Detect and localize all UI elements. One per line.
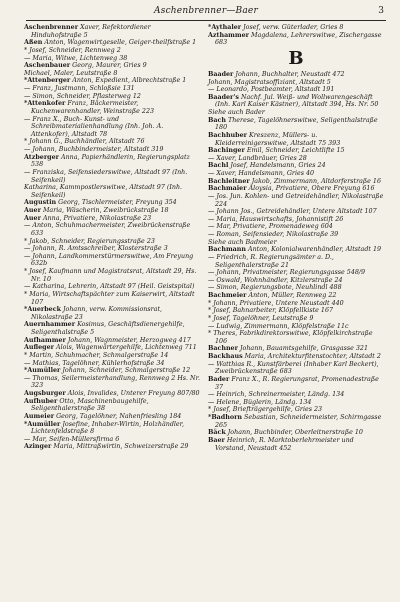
entry-details: * Martin, Schuhmacher, Schmalgerstraße 14 bbox=[24, 351, 169, 359]
header-rule bbox=[26, 20, 386, 21]
directory-entry bbox=[24, 199, 200, 207]
entry-details: * Josef, Kaufmann und Magistratsrat, Altstadt 29, Hs. Nr. 10 bbox=[24, 268, 197, 283]
entry-surname: Bachl bbox=[208, 162, 229, 170]
entry-details: — Leonardo, Postbeamter, Altstadt 191 bbox=[208, 86, 335, 94]
entry-details: — Johann, R. Amtsschreiber, Klosterstraße 3 bbox=[24, 245, 168, 253]
entry-surname: Aschenbrenner bbox=[24, 24, 79, 31]
entry-details: Georg, Maurer, Gries 9 bbox=[70, 62, 147, 70]
entry-details: Kreszenz, Müllers- u. Kleiderreinigerswitwe, Altstadt 75 393 bbox=[215, 131, 341, 147]
entry-details: — Helene, Büglerin, Ländg. 134 bbox=[208, 398, 312, 406]
entry-details: Anton, Kolonialwarenhändler, Altstadt 19 bbox=[246, 246, 382, 254]
directory-entry bbox=[208, 193, 384, 208]
entry-surname: Bachmeier bbox=[208, 292, 247, 299]
entry-details: — Johann, Landkommerstürmerswitwe, Am Freyung 632b bbox=[24, 252, 194, 268]
directory-entry bbox=[24, 146, 200, 154]
directory-entry bbox=[24, 321, 200, 336]
entry-details: — Mar, Seifen-Müllersfirma 6 bbox=[24, 435, 120, 443]
entry-details: Siehe auch Bader bbox=[208, 109, 265, 116]
entry-details: Georg, Tischlermeister, Freyung 354 bbox=[56, 199, 177, 207]
entry-details: Georg, Tagelöhner, Nahenfriesling 184 bbox=[54, 412, 182, 420]
directory-entry bbox=[24, 245, 200, 253]
directory-entry bbox=[24, 24, 200, 39]
entry-details: * Johann, Privatiere, Untere Neustadt 440 bbox=[208, 299, 344, 307]
entry-details: — Johann Jos., Getreidehändler, Untere Altstadt 107 bbox=[208, 208, 377, 216]
directory-entry bbox=[24, 85, 200, 93]
directory-entry bbox=[208, 391, 384, 399]
directory-entry bbox=[24, 398, 200, 413]
entry-details: — Maria, Witwe, Lichtenweg 38 bbox=[24, 54, 128, 62]
directory-entry bbox=[208, 117, 384, 132]
entry-details: * Theres, Fabrikdirektorswitwe, Klöpfelkirchstraße 106 bbox=[208, 330, 373, 345]
directory-entry bbox=[24, 344, 200, 352]
entry-details: Katharina, Kammpostlerswitwe, Altstadt 97 (Inh. Seifenkeil) bbox=[24, 184, 183, 199]
directory-entry bbox=[208, 86, 384, 94]
entry-details: Alois, Wagenwärtergehilfe, Lichtenweg 711 bbox=[54, 344, 197, 352]
directory-entry bbox=[24, 100, 200, 115]
entry-surname: Aumeier bbox=[24, 412, 55, 420]
directory-entry bbox=[208, 132, 384, 147]
entry-details: — Franz, Justmann, Schloßsie 131 bbox=[24, 85, 135, 92]
directory-entry bbox=[24, 77, 200, 85]
entry-details: Nachf. Jul. Weiß- und Wollwarengeschäft (Inh. Karl Kaiser Kästner), Altstadt 394, Hs. Nr. 50 bbox=[215, 93, 379, 109]
entry-surname: Bachmaier bbox=[208, 185, 247, 193]
directory-entry bbox=[24, 413, 200, 421]
directory-entry bbox=[208, 162, 384, 170]
directory-entry bbox=[24, 360, 200, 368]
entry-details: Kosimus, Geschäftsdienergehilfe, Seligenthalstraße 5 bbox=[31, 321, 185, 336]
entry-details: — Jos. Jun. Kohlen- und Getreidehändler, Nikolastraße 224 bbox=[208, 192, 384, 208]
entry-details: — Xaver, Handelsmann, Gries 40 bbox=[208, 170, 315, 177]
entry-details: Johann, Magistratsoffiziant, Altstadt 5 bbox=[208, 78, 331, 86]
directory-entry bbox=[208, 376, 384, 391]
entry-surname: Baader bbox=[208, 70, 234, 78]
directory-entry bbox=[24, 421, 200, 436]
entry-details: — Mathias, Tagelöhner, Kühlerhofstraße 34 bbox=[24, 359, 165, 367]
entry-details: Alois, Invalides, Unterer Freyung 807/80 bbox=[65, 390, 200, 397]
entry-surname: Aschenbauer bbox=[24, 62, 71, 70]
entry-details: Johann, Wagnmeister, Herzogweg 417 bbox=[65, 336, 191, 344]
entry-details: — Simon, Regierungsbote, Neuhlindl 488 bbox=[208, 284, 342, 292]
entry-surname: Aufhammer bbox=[24, 336, 66, 344]
entry-surname: Aufleger bbox=[24, 344, 54, 352]
directory-entry bbox=[208, 269, 384, 277]
directory-entry bbox=[208, 353, 384, 361]
entry-details: Anna, Papierhändlerin, Regierungsplatz 538 bbox=[31, 153, 190, 169]
directory-entry bbox=[208, 330, 384, 345]
entry-surname: *Aumüller bbox=[24, 420, 61, 428]
directory-entry bbox=[208, 147, 384, 155]
entry-details: Franz, Bäckermeister, Kuchenwarenhandler, Weinstraße 223 bbox=[31, 100, 155, 115]
entry-details: Josef, Handelsmann, Gries 24 bbox=[228, 162, 326, 170]
entry-details: Aloysia, Privatiere, Obere Freyung 616 bbox=[246, 185, 375, 193]
entry-surname: Bachmann bbox=[208, 246, 246, 254]
directory-entry bbox=[24, 238, 200, 246]
directory-entry bbox=[208, 24, 384, 32]
directory-entry bbox=[24, 306, 200, 321]
directory-entry bbox=[208, 79, 384, 87]
entry-surname: Atzberger bbox=[24, 153, 59, 161]
entry-details: Magdalena, Lehrerswitwe, Zischergasse 683 bbox=[215, 31, 382, 47]
entry-surname: Auernhammer bbox=[24, 321, 76, 329]
directory-entry bbox=[208, 414, 384, 429]
directory-entry bbox=[208, 71, 384, 79]
entry-details: — Oswald, Wohnhändler, Kitzlerstraße 24 bbox=[208, 276, 343, 284]
directory-entry bbox=[24, 39, 200, 47]
entry-details: Josef, verw. Güterlader, Gries 8 bbox=[241, 24, 344, 31]
entry-details: Sebastian, Schneidermeister, Schirmgasse 265 bbox=[215, 414, 382, 429]
directory-entry bbox=[208, 284, 384, 292]
entry-details: * Jakob, Schneider, Regierungsstraße 23 bbox=[24, 237, 155, 245]
directory-entry bbox=[24, 367, 200, 375]
entry-details: * Johann G., Buchhändler, Altstadt 76 bbox=[24, 138, 145, 146]
directory-entry bbox=[208, 170, 384, 178]
entry-details: — Franz X., Buch- Kunst- und Schreibmaterialienhandlung (Inh. Joh. A. Attenkofer), Altstadt 78 bbox=[24, 115, 164, 138]
entry-surname: Augsburger bbox=[24, 390, 66, 397]
directory-entry bbox=[208, 429, 384, 437]
entry-details: Therese, Tagelöhnerswitwe, Seligenthalstraße 180 bbox=[215, 116, 378, 132]
entry-details: Josefine, Inhaber-Wirtin, Holzhändler, Lichtenfeldstraße 8 bbox=[31, 420, 185, 436]
entry-surname: *Badhorn bbox=[208, 414, 243, 421]
entry-details: Siehe auch Badmeier bbox=[208, 238, 277, 246]
entry-details: — Mar, Privatiere, Promenadeweg 604 bbox=[208, 223, 333, 231]
directory-entry bbox=[24, 283, 200, 291]
entry-details: — Katharina, Lehrerin, Altstadt 97 (Heil. Geistspital) bbox=[24, 283, 195, 291]
directory-entry bbox=[24, 169, 200, 184]
entry-details: Johann, verw. Kommissionsrat, Nikolastraße 23 bbox=[31, 306, 163, 321]
directory-entry bbox=[208, 292, 384, 300]
entry-details: Maria, Architekturfitenstochter, Altstadt 2 bbox=[242, 353, 381, 360]
entry-details: — Roman, Seifensieder, Nikolastraße 39 bbox=[208, 231, 339, 238]
directory-entry bbox=[208, 437, 384, 452]
entry-details: — Thomas, Seilermeisterhandlung, Rennweg 2 Hs. Nr. 323 bbox=[24, 374, 200, 390]
entry-details: Johann, Buchhalter, Neustadt 472 bbox=[233, 70, 345, 78]
entry-details: — Simon, Schneider, Pflasterweg 12 bbox=[24, 92, 141, 100]
directory-entry bbox=[208, 223, 384, 231]
entry-details: — Ludwig, Zimmermann, Klöpfelstraße 11c bbox=[208, 322, 349, 330]
directory-entry bbox=[24, 116, 200, 139]
entry-details: Johann, Bauamtsgehilfe, Grasgasse 321 bbox=[237, 345, 368, 353]
directory-entry bbox=[208, 323, 384, 331]
directory-entry bbox=[24, 47, 200, 55]
entry-surname: Bachner bbox=[208, 345, 238, 353]
directory-entry bbox=[208, 246, 384, 254]
directory-entry bbox=[24, 443, 200, 451]
entry-surname: Bachleitner bbox=[208, 177, 250, 185]
entry-details: * Josef, Briefträgergehilfe, Gries 23 bbox=[208, 406, 323, 414]
directory-entry bbox=[208, 231, 384, 239]
entry-surname: *Attenkofer bbox=[24, 100, 66, 108]
running-head: Aschenbrenner—Baer bbox=[154, 6, 258, 16]
directory-entry bbox=[24, 207, 200, 215]
directory-entry bbox=[208, 32, 384, 47]
entry-surname: Baader's bbox=[208, 93, 239, 101]
directory-entry bbox=[24, 62, 200, 70]
entry-details: Anna, Privatiere, Nikolastraße 23 bbox=[40, 214, 152, 222]
entry-details: — Maria, Hauswirtschafts, Johannistift 26 bbox=[208, 215, 344, 223]
entry-surname: Aufhuber bbox=[24, 397, 58, 405]
entry-details: — Johann, Privatmeister, Regierungsgasse 548/9 bbox=[208, 269, 366, 277]
directory-entry bbox=[24, 291, 200, 306]
entry-details: Johann, Buchbinder, Oberleitnerstraße 10 bbox=[225, 429, 363, 437]
directory-entry bbox=[24, 375, 200, 390]
entry-surname: Bachinger bbox=[208, 147, 245, 155]
entry-surname: Baer bbox=[208, 436, 225, 444]
entry-details: * Maria, Wirtschaftspächter zum Kaiserwirt, Altstadt 107 bbox=[24, 290, 195, 306]
entry-surname: *Attenberger bbox=[24, 77, 71, 85]
entry-details: Anton, Müller, Rennweg 22 bbox=[246, 292, 337, 299]
directory-entry bbox=[208, 94, 384, 109]
directory-entry bbox=[208, 208, 384, 216]
entry-surname: Auer bbox=[24, 207, 41, 214]
entry-details: Maria, Wäscherin, Zweibrückstraße 18 bbox=[40, 207, 169, 214]
directory-entry bbox=[208, 315, 384, 323]
entry-surname: Backhaus bbox=[208, 353, 243, 360]
directory-entry bbox=[24, 138, 200, 146]
entry-details: — Watthias R., Kunstfärberei (Inhaber Karl Beckert), Zweibrückenstraße 683 bbox=[208, 360, 379, 376]
entry-details: — Xaver, Landbräuer, Gries 28 bbox=[208, 154, 307, 162]
directory-entry bbox=[208, 185, 384, 193]
entry-surname: Bäck bbox=[208, 429, 226, 437]
entry-details: * Josef, Schneider, Rennweg 2 bbox=[24, 46, 121, 54]
entry-details: Anton, Wagenwirtgeselle, Geiger-theilfstraße 1 bbox=[42, 39, 197, 47]
entry-surname: Bachhuber bbox=[208, 131, 247, 139]
right-column-continuation bbox=[208, 24, 384, 47]
entry-surname: *Auerbeck bbox=[24, 306, 61, 314]
directory-entry bbox=[208, 345, 384, 353]
directory-entry bbox=[208, 406, 384, 414]
entry-details: Heinrich, R. Marktoberlehrmeister und Vorstand, Neustadt 452 bbox=[215, 436, 354, 452]
directory-entry bbox=[208, 109, 384, 117]
entry-details: — Anton, Schuhmachermeister, Zweibrückenstraße 633 bbox=[24, 222, 191, 237]
entry-details: Jakob, Zimmermann, Altdorferstraße 16 bbox=[249, 177, 381, 185]
directory-entry bbox=[24, 222, 200, 237]
entry-details: Franz X., R. Regierungsrat, Promenadestraße 37 bbox=[215, 375, 379, 391]
entry-surname: Augustin bbox=[24, 199, 57, 207]
entry-details: Michael, Maler, Leutstraße 8 bbox=[24, 69, 118, 77]
entry-details: Xaver, Refektordiener Hinduhofstraße 5 bbox=[31, 24, 151, 39]
directory-entry bbox=[208, 254, 384, 269]
entry-surname: Auer bbox=[24, 214, 41, 222]
entry-details: — Johann, Buchbindermeister, Altstadt 319 bbox=[24, 146, 164, 153]
entry-details: Maria, Mittraßwirtin, Schweizerstraße 29 bbox=[51, 443, 189, 451]
entry-surname: *Aythaler bbox=[208, 24, 242, 31]
directory-entry bbox=[24, 55, 200, 63]
right-column bbox=[208, 24, 384, 452]
entry-surname: Bader bbox=[208, 375, 230, 383]
directory-entry bbox=[208, 307, 384, 315]
page-number: 3 bbox=[378, 6, 384, 16]
directory-entry bbox=[24, 352, 200, 360]
entry-details: Otto, Maschinenbaugehilfe, Seligenthalerstraße 38 bbox=[31, 397, 149, 413]
entry-details: — Heinrich, Schreinermeister, Ländg. 134 bbox=[208, 391, 345, 399]
entry-surname: *Aumüller bbox=[24, 367, 61, 375]
entry-surname: Azinger bbox=[24, 443, 52, 451]
right-column-entries bbox=[208, 71, 384, 452]
entry-details: Emil, Schneider, Leichtlifte 15 bbox=[244, 147, 345, 155]
entry-surname: Aßen bbox=[24, 39, 43, 47]
entry-surname: Bach bbox=[208, 116, 226, 124]
entry-surname: Azthammer bbox=[208, 31, 249, 39]
entry-details: Anton, Expedient, Albrechtstraße 1 bbox=[70, 77, 187, 85]
section-letter-heading: B bbox=[288, 47, 304, 69]
entry-details: Johann, Schneider, Schmalgerstraße 12 bbox=[60, 367, 191, 375]
left-column bbox=[24, 24, 200, 451]
directory-entry bbox=[24, 154, 200, 169]
entry-details: — Friedrich, R. Regierungsämter a. D., Seligenthalerstraße 21 bbox=[208, 253, 334, 269]
directory-entry bbox=[24, 390, 200, 398]
entry-details: * Josef, Bahnarbeiter, Klöpfellkiste 167 bbox=[208, 307, 334, 315]
entry-details: — Franziska, Seifensiederswitwe, Altstadt 97 (Inh. Seifenkeil) bbox=[24, 168, 188, 184]
page-header bbox=[26, 6, 386, 20]
directory-entry bbox=[24, 268, 200, 283]
entry-details: * Josef, Tagelöhner, Leutstraße 9 bbox=[208, 314, 314, 322]
directory-entry bbox=[208, 361, 384, 376]
directory-entry bbox=[24, 184, 200, 199]
directory-entry bbox=[24, 253, 200, 268]
